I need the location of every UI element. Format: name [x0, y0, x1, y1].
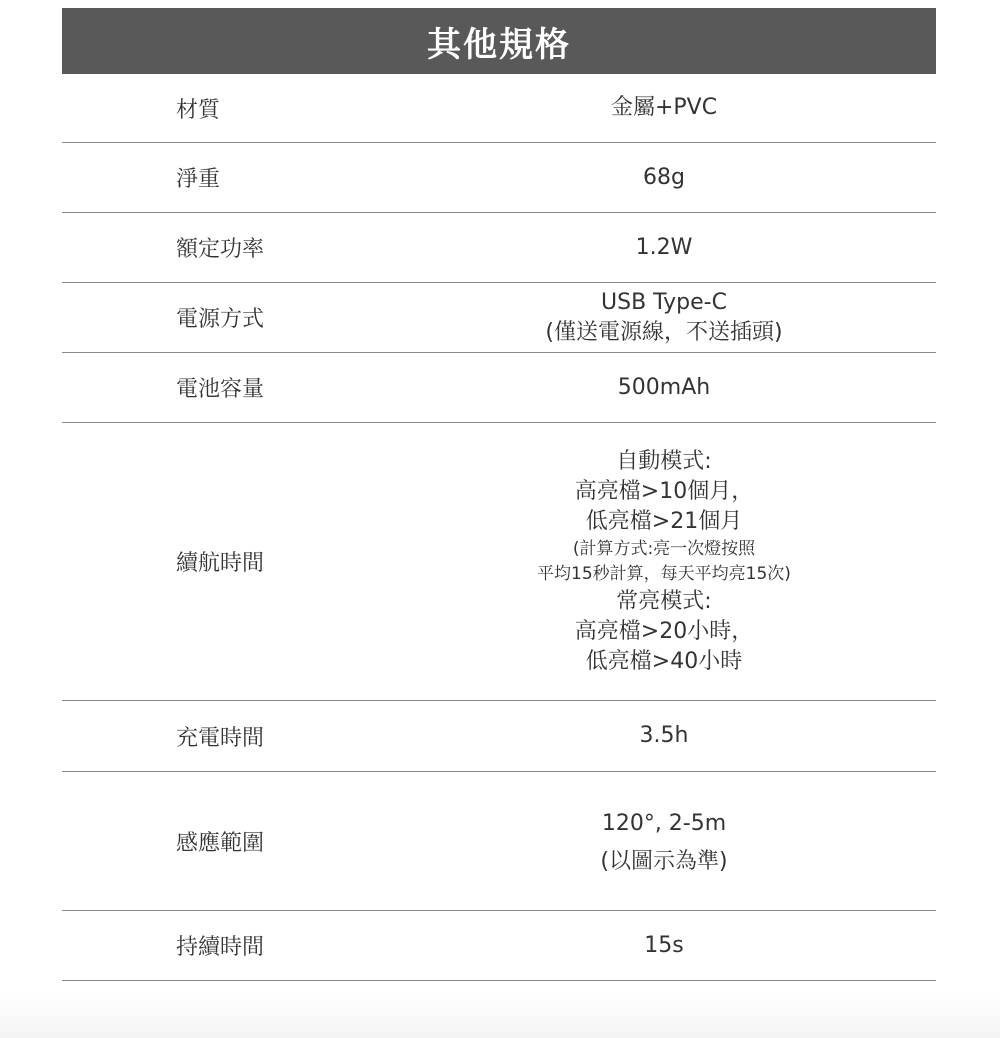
spec-value-line: 高亮檔>10個月，: [574, 478, 754, 504]
spec-value-line: 120°, 2-5m: [601, 811, 727, 836]
spec-label: 電池容量: [176, 377, 265, 402]
spec-value-note: (計算方式:亮一次燈按照: [572, 538, 756, 559]
spec-value-line: 15s: [644, 932, 684, 958]
spec-label: 電源方式: [176, 307, 265, 332]
spec-label: 感應範圍: [176, 830, 265, 856]
spec-value-line: 低亮檔>40小時: [585, 648, 743, 674]
spec-row-material: [62, 74, 936, 143]
spec-row-weight: [62, 143, 936, 213]
spec-label: 持續時間: [176, 935, 265, 960]
spec-value-note: 平均15秒計算，每天平均亮15次): [537, 563, 791, 584]
spec-row-sensing-range: [62, 772, 936, 911]
spec-table-title: 其他規格: [62, 8, 936, 74]
spec-value-line: 常亮模式:: [616, 588, 712, 614]
spec-row-power-source: [62, 283, 936, 353]
spec-value-line: (以圖示為準): [600, 849, 728, 874]
spec-value-line: 3.5h: [639, 723, 689, 748]
spec-label: 材質: [176, 97, 221, 123]
spec-value-line: 自動模式:: [616, 448, 712, 474]
spec-row-battery: [62, 353, 936, 423]
spec-value-line: 金屬+PVC: [610, 95, 718, 120]
spec-label: 淨重: [176, 167, 221, 192]
spec-label: 充電時間: [176, 725, 265, 751]
spec-label: 額定功率: [176, 237, 265, 262]
spec-value-line: 高亮檔>20小時，: [574, 618, 754, 644]
spec-row-charge-time: [62, 701, 936, 772]
spec-value-line: 68g: [643, 164, 685, 190]
spec-table: [62, 8, 936, 981]
spec-row-runtime: [62, 423, 936, 701]
spec-label: 續航時間: [176, 551, 265, 576]
footer-fade: [0, 990, 1000, 1038]
spec-value-line: 低亮檔>21個月: [585, 508, 743, 534]
spec-value-line: (僅送電源線，不送插頭): [545, 319, 783, 345]
spec-value-line: 500mAh: [617, 374, 711, 400]
spec-value-line: 1.2W: [635, 234, 693, 260]
spec-row-duration: [62, 911, 936, 981]
spec-row-power: [62, 213, 936, 283]
spec-value-line: USB Type-C: [601, 289, 727, 315]
